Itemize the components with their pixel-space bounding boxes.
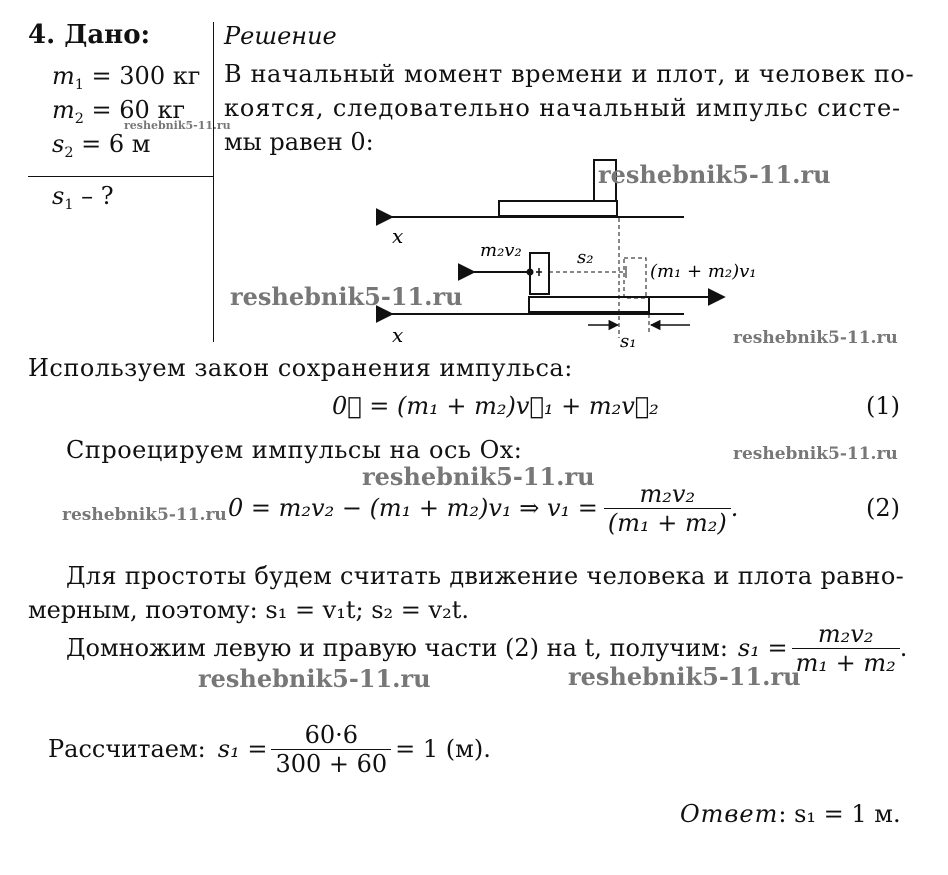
raft-moved <box>529 297 649 312</box>
problem-number: 4. <box>28 20 56 50</box>
uniform-line-2: мерным, поэтому: s₁ = v₁t; s₂ = v₂t. <box>28 596 469 624</box>
watermark: reshebnik5-11.ru <box>198 664 431 693</box>
equation-2-left: 0 = m₂v₂ − (m₁ + m₂)v₁ ⇒ v₁ = <box>228 494 598 522</box>
axis-top-label: x <box>392 224 404 248</box>
equation-2: 0 = m₂v₂ − (m₁ + m₂)v₁ ⇒ v₁ = $\frac{\text{m₂v₂}}{\text{(m₁ + m₂)}}$ . <box>228 479 739 537</box>
find-s1: $s_1$ – ? <box>52 182 114 214</box>
s1-label: s₁ <box>620 331 637 352</box>
s2-label: s₂ <box>577 247 594 268</box>
raft-initial <box>499 201 617 216</box>
watermark: reshebnik5-11.ru <box>733 328 898 348</box>
calc-fraction: $\frac{60\cdot 6}{300 + 60}$ <box>271 721 391 778</box>
intro-line-3: мы равен 0: <box>224 128 374 156</box>
watermark: reshebnik5-11.ru <box>598 160 831 189</box>
watermark: reshebnik5-11.ru <box>230 282 463 311</box>
watermark: reshebnik5-11.ru <box>62 505 227 525</box>
equation-2-fraction: $\frac{\text{m₂v₂}}{\text{(m₁ + m₂)}}$ <box>604 480 731 537</box>
answer <box>680 800 901 828</box>
given-s2: $s_2 = 6$ м <box>52 130 151 162</box>
axis-bottom-label: x <box>392 323 404 347</box>
equation-2-number: (2) <box>866 494 900 522</box>
given-label: Дано: <box>64 20 151 50</box>
intro-line-2: коятся, следовательно начальный импульс систе- <box>224 94 902 122</box>
watermark: reshebnik5-11.ru <box>568 662 801 691</box>
raft-momentum-label: (m₁ + m₂)v₁ <box>650 261 757 282</box>
given-m1: $m_1 = 300$ кг <box>52 62 201 94</box>
given-m2: $m_2 = 60$ кг <box>52 96 186 128</box>
calculation: Рассчитаем: s₁ = $\frac{60\cdot 6}{300 + 60}$ = 1 (м). <box>48 720 491 778</box>
multiply-fraction: $\frac{\text{m₂v₂}}{\text{m₁ + m₂}}$ <box>792 620 900 677</box>
multiply-text: Домножим левую и правую части (2) на t, получим: <box>66 634 728 662</box>
watermark: reshebnik5-11.ru <box>733 444 898 464</box>
calc-label: Рассчитаем: <box>48 735 206 763</box>
equation-1: 0⃗ = (m₁ + m₂)v⃗₁ + m₂v⃗₂ <box>332 392 659 420</box>
intro-line-1: В начальный момент времени и плот, и человек по- <box>224 60 915 88</box>
solution-heading: Решение <box>224 22 337 50</box>
multiply-line: Домножим левую и правую части (2) на t, получим: s₁ = $\frac{\text{m₂v₂}}{\text{m₁ + m₂}}$ . <box>66 619 908 677</box>
projection-text: Спроецируем импульсы на ось Ox: <box>66 436 523 464</box>
answer-label: Ответ <box>680 800 779 828</box>
watermark: reshebnik5-11.ru <box>362 462 595 491</box>
uniform-line-1: Для простоты будем считать движение человека и плота равно- <box>66 562 905 590</box>
law-text: Используем закон сохранения импульса: <box>28 354 573 382</box>
answer-value: : s₁ = 1 м. <box>778 800 901 828</box>
watermark: reshebnik5-11.ru <box>124 119 231 132</box>
man-momentum-label: m₂v₂ <box>480 240 522 261</box>
equation-1-number: (1) <box>866 392 900 420</box>
man-ghost <box>624 258 646 298</box>
